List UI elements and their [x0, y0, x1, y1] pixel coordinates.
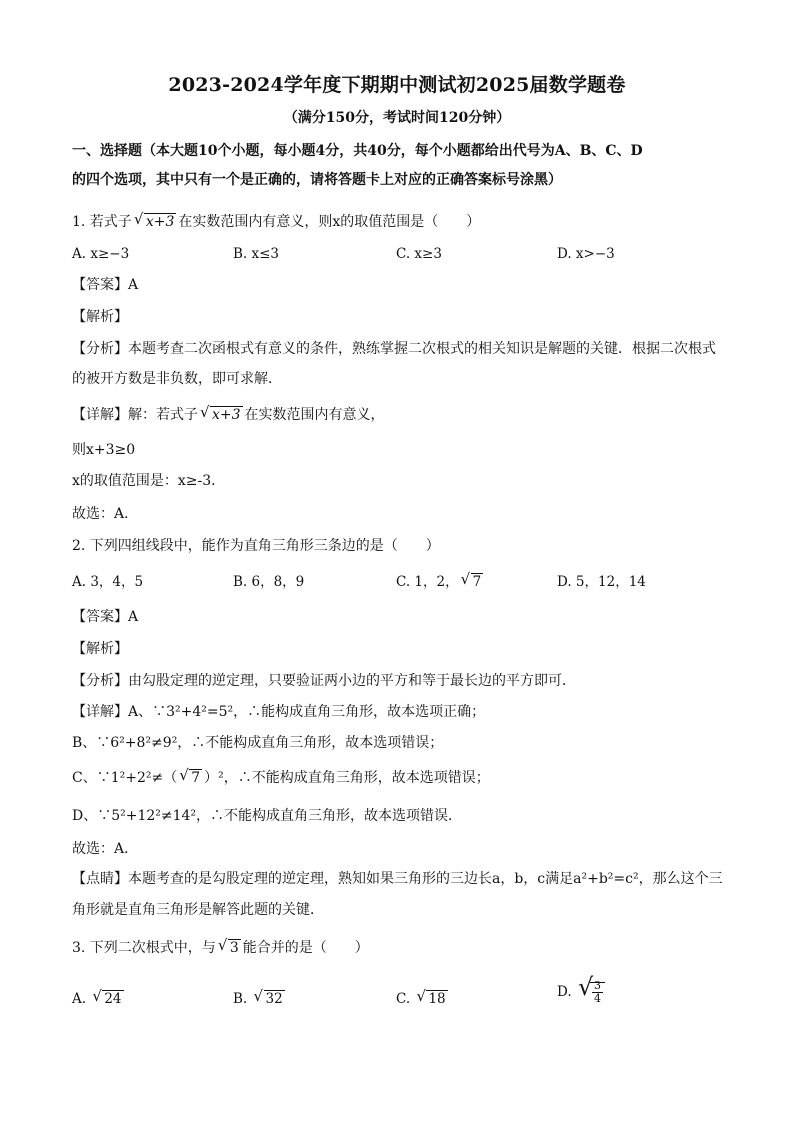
q3-option-d-numerator: 3 — [593, 979, 601, 992]
q2-dianjing-line2: 角形就是直角三角形是解答此题的关键． — [72, 902, 324, 918]
section-heading-line1: 一、选择题（本大题10个小题，每小题4分，共40分，每个小题都给出代号为A、B、C、D — [72, 143, 643, 159]
q3-stem-prefix: 3. 下列二次根式中，与 — [72, 940, 216, 956]
q2-fenxi: 【分析】由勾股定理的逆定理，只要验证两小边的平方和等于最长边的平方即可． — [72, 673, 576, 689]
q1-analysis-label: 【解析】 — [72, 309, 128, 325]
q1-detail — [72, 403, 385, 424]
q3-option-b-sqrt — [253, 987, 285, 1008]
q2-option-d: D. 5，12，14 — [557, 574, 646, 590]
q2-choice: 故选：A． — [72, 841, 139, 857]
q1-stem-prefix: 1. 若式子 — [72, 214, 132, 230]
q2-detail-b: B、∵6²+8²≠9²，∴不能构成直角三角形，故本选项错误； — [72, 735, 444, 751]
q2-detail-d: D、∵5²+12²≠14²，∴不能构成直角三角形，故本选项错误． — [72, 808, 463, 824]
q2-detail-c-radicand: 7 — [191, 770, 201, 786]
radical-sign-icon: √ — [253, 987, 264, 1005]
q3-option-c-label: C. — [396, 991, 411, 1007]
q1-stem — [72, 210, 481, 231]
q3-option-c — [396, 987, 450, 1008]
radical-sign-icon: √ — [416, 987, 426, 1005]
q1-option-b: B. x≤3 — [233, 246, 280, 262]
q3-option-b-radicand: 32 — [265, 991, 283, 1007]
q1-detail-prefix: 【详解】解：若式子 — [72, 407, 198, 423]
radical-sign-icon: √ — [577, 973, 594, 1001]
q1-sqrt — [133, 210, 177, 231]
q1-detail-radicand: x+3 — [212, 407, 241, 423]
page-subtitle: （满分150分，考试时间120分钟） — [283, 110, 511, 126]
q3-option-a — [72, 987, 126, 1008]
radical-sign-icon: √ — [92, 987, 102, 1005]
q2-option-c-sqrt — [460, 570, 484, 591]
q3-option-d-fraction — [592, 980, 603, 1005]
q3-option-d-label: D. — [557, 984, 572, 1000]
q3-stem-radicand: 3 — [229, 940, 239, 956]
q1-option-a: A. x≥−3 — [72, 246, 130, 262]
q2-option-c — [396, 570, 485, 591]
page-title: 2023-2024学年度下期期中测试初2025届数学题卷 — [168, 74, 626, 96]
q3-option-b — [233, 987, 287, 1008]
q3-option-c-radicand: 18 — [428, 991, 446, 1007]
radical-sign-icon: √ — [133, 210, 144, 228]
q2-detail-c-sqrt — [179, 766, 202, 787]
q3-option-a-radicand: 24 — [104, 991, 122, 1007]
q3-option-a-label: A. — [72, 991, 87, 1007]
q1-radicand: x+3 — [145, 214, 175, 230]
q2-detail-c — [72, 766, 490, 787]
q3-option-d — [557, 973, 607, 1005]
q2-answer: 【答案】A — [72, 609, 139, 625]
q3-stem — [72, 936, 369, 957]
q2-option-c-prefix: C. 1，2， — [396, 574, 459, 590]
q3-stem-sqrt — [217, 936, 241, 957]
radical-sign-icon: √ — [200, 403, 210, 421]
q1-answer: 【答案】A — [72, 277, 139, 293]
section-heading-line2: 的四个选项，其中只有一个是正确的，请将答题卡上对应的正确答案标号涂黑） — [72, 172, 562, 188]
q2-option-b: B. 6，8，9 — [233, 574, 305, 590]
q2-option-c-radicand: 7 — [472, 574, 482, 590]
q2-detail-c-prefix: C、∵1²+2²≠（ — [72, 770, 178, 786]
q3-option-a-sqrt — [92, 987, 123, 1008]
q1-choice: 故选：A． — [72, 506, 139, 522]
q3-stem-suffix: 能合并的是（ ） — [242, 940, 369, 956]
q1-detail-sqrt — [200, 403, 243, 424]
q1-stem-suffix: 在实数范围内有意义，则x的取值范围是（ ） — [178, 214, 481, 230]
q1-option-c: C. x≥3 — [396, 246, 442, 262]
q2-option-a: A. 3，4，5 — [72, 574, 144, 590]
radical-sign-icon: √ — [179, 766, 189, 784]
q1-step1: 则x+3≥0 — [72, 442, 136, 458]
q3-option-d-sqrt — [577, 973, 605, 1005]
q1-detail-suffix: 在实数范围内有意义， — [244, 407, 385, 423]
q1-fenxi-line1: 【分析】本题考查二次函根式有意义的条件，熟练掌握二次根式的相关知识是解题的关键．根据二次根式 — [72, 341, 716, 357]
q2-detail-c-suffix: ）²，∴不能构成直角三角形，故本选项错误； — [204, 770, 490, 786]
q1-fenxi-line2: 的被开方数是非负数，即可求解． — [72, 371, 282, 387]
q3-option-b-label: B. — [233, 991, 248, 1007]
q1-step2: x的取值范围是：x≥-3． — [72, 473, 226, 489]
q2-detail-a: 【详解】A、∵3²+4²=5²，∴能构成直角三角形，故本选项正确； — [72, 704, 486, 720]
radical-sign-icon: √ — [460, 570, 471, 588]
q2-stem: 2. 下列四组线段中，能作为直角三角形三条边的是（ ） — [72, 538, 440, 554]
q1-option-d: D. x>−3 — [557, 246, 615, 262]
q3-option-c-sqrt — [416, 987, 447, 1008]
radical-sign-icon: √ — [217, 936, 228, 954]
q3-option-d-denominator: 4 — [593, 992, 601, 1005]
q2-dianjing-line1: 【点睛】本题考查的是勾股定理的逆定理，熟知如果三角形的三边长a，b，c满足a²+b²=c²，那么这个三 — [72, 871, 723, 887]
q2-analysis-label: 【解析】 — [72, 641, 128, 657]
